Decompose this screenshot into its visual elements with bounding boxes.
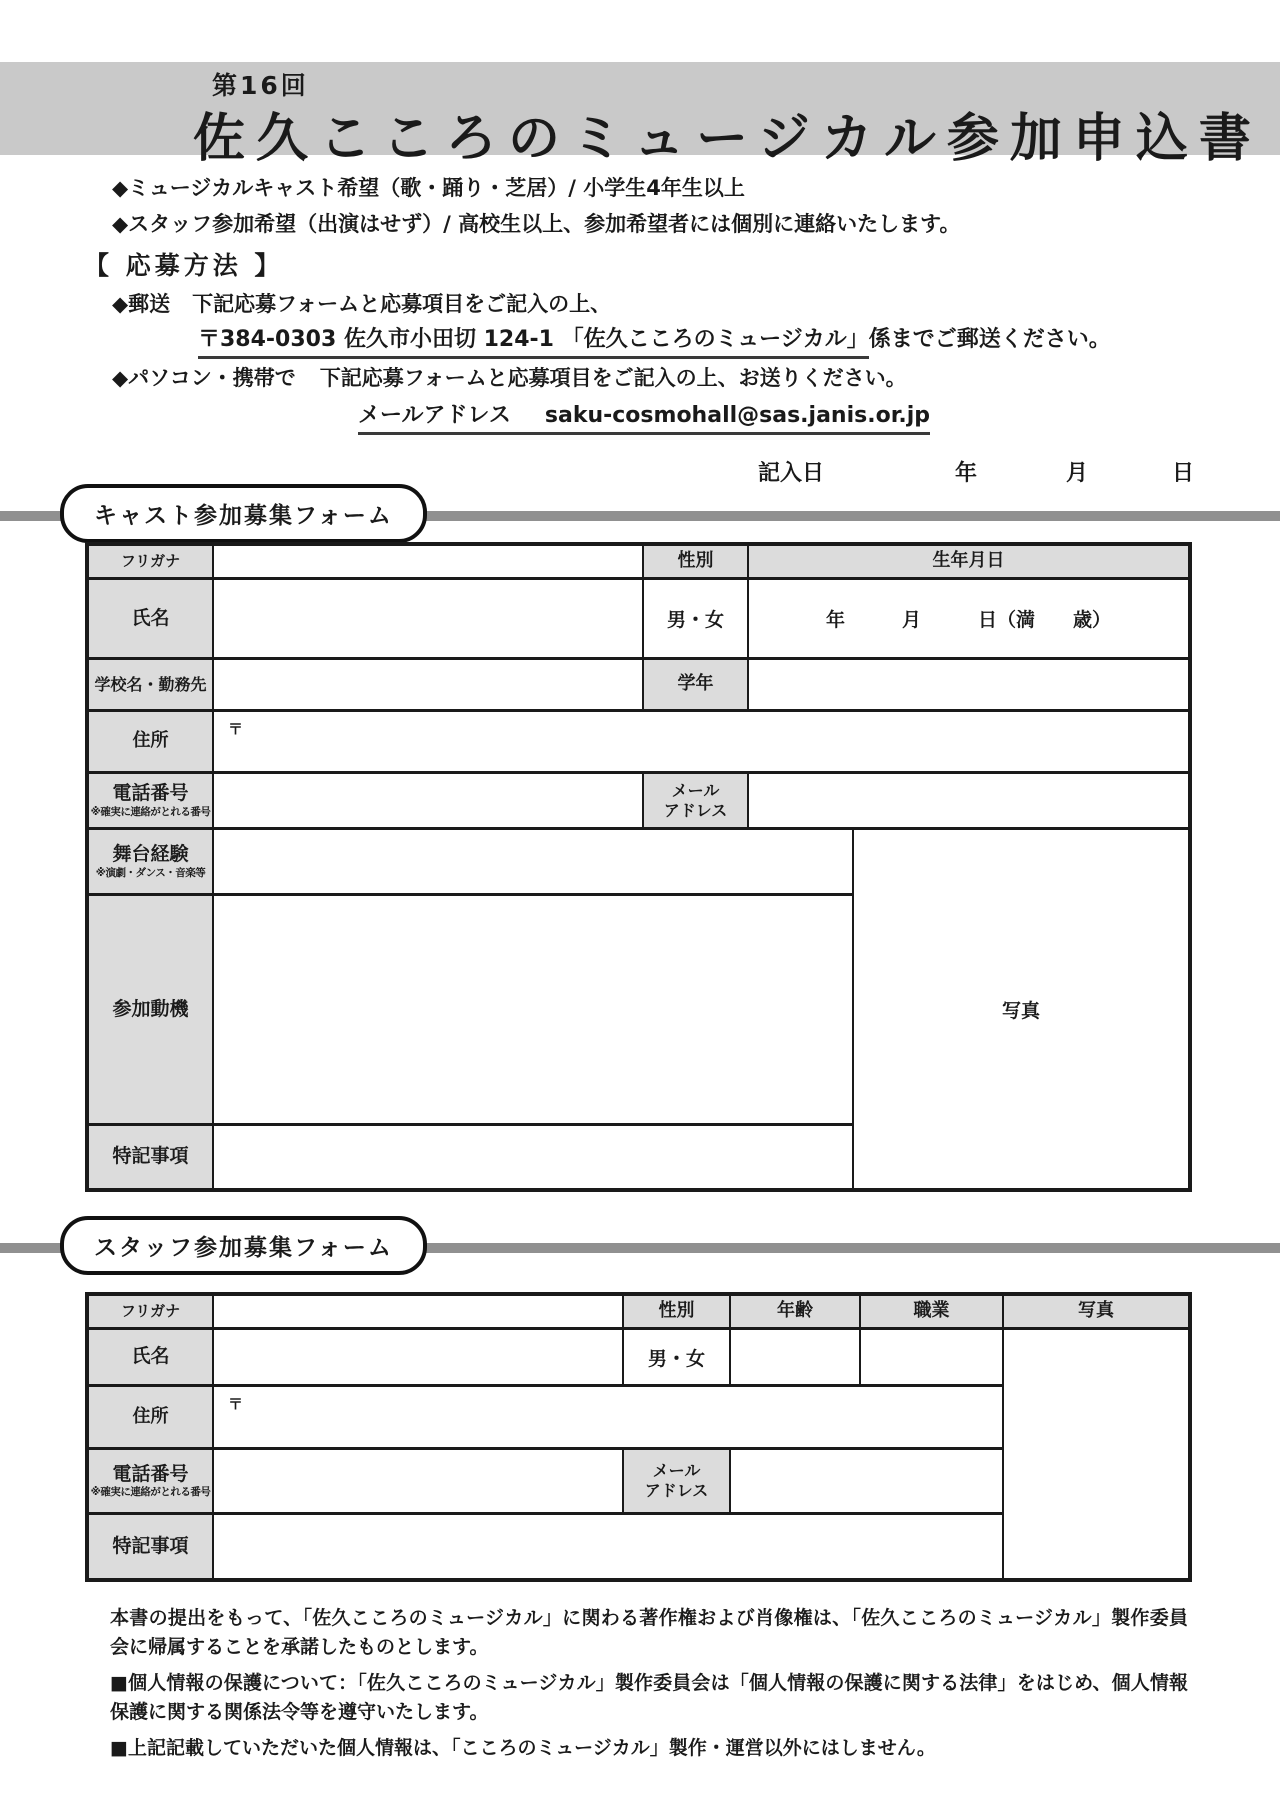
mail-address: 〒384-0303 佐久市小田切 124-1 「佐久こころのミュージカル」 xyxy=(198,322,869,359)
staff-address-input[interactable] xyxy=(214,1387,1004,1450)
email-address: saku-cosmohall@sas.janis.or.jp xyxy=(544,403,931,428)
staff-phone-label-text: 電話番号 xyxy=(112,1462,189,1485)
copyright-consent-text: 本書の提出をもって、「佐久こころのミュージカル」に関わる著作権および肖像権は、「佐久こころのミュージカル」製作委員会に帰属することを承諾したものとします。 xyxy=(110,1607,1188,1658)
staff-email-input[interactable] xyxy=(731,1450,1004,1515)
cast-form-table xyxy=(85,542,1192,1192)
fill-date-day: 日 xyxy=(1172,461,1195,486)
email-line xyxy=(358,398,930,435)
mail-address-line xyxy=(198,322,1111,359)
cast-address-input[interactable] xyxy=(214,712,1188,774)
footer-legal xyxy=(110,1604,1188,1770)
cast-email-input[interactable] xyxy=(749,774,1188,830)
staff-postal-mark: 〒 xyxy=(228,1395,244,1413)
cast-phone-label xyxy=(89,774,214,830)
fill-date-year: 年 xyxy=(955,461,978,486)
staff-name-label: 氏名 xyxy=(89,1330,214,1387)
email-underline-group xyxy=(358,398,930,435)
staff-address-label: 住所 xyxy=(89,1387,214,1450)
cast-address-label: 住所 xyxy=(89,712,214,774)
staff-photo-box[interactable] xyxy=(1004,1330,1188,1578)
cast-stage-experience-input[interactable] xyxy=(214,830,854,896)
staff-gender-label: 性別 xyxy=(624,1296,731,1330)
staff-furigana-input[interactable] xyxy=(214,1296,624,1330)
cast-phone-label-text: 電話番号 xyxy=(112,782,189,805)
pc-bullet: ◆パソコン・携帯で xyxy=(112,366,296,390)
staff-email-label xyxy=(624,1450,731,1515)
staff-age-input[interactable] xyxy=(731,1330,861,1387)
cast-gender-label: 性別 xyxy=(644,546,749,580)
cast-grade-label: 学年 xyxy=(644,660,749,712)
staff-phone-input[interactable] xyxy=(214,1450,624,1515)
cast-birthdate-input[interactable]: 年 月 日（満 歳） xyxy=(749,580,1188,660)
email-label: メールアドレス xyxy=(358,403,511,428)
cast-form-title: キャスト参加募集フォーム xyxy=(60,484,427,543)
cast-phone-note: ※確実に連絡がとれる番号 xyxy=(90,805,211,818)
cast-stage-note: ※演劇・ダンス・音楽等 xyxy=(95,866,206,879)
staff-occupation-label: 職業 xyxy=(861,1296,1004,1330)
mail-bullet: ◆郵送 xyxy=(112,292,171,316)
staff-name-input[interactable] xyxy=(214,1330,624,1387)
cast-birthdate-label: 生年月日 xyxy=(749,546,1188,580)
staff-eligibility-note: ◆スタッフ参加希望（出演はせず）/ 高校生以上、参加希望者には個別に連絡いたします。 xyxy=(112,212,961,236)
cast-phone-input[interactable] xyxy=(214,774,644,830)
cast-school-label: 学校名・勤務先 xyxy=(89,660,214,712)
cast-eligibility-note: ◆ミュージカルキャスト希望（歌・踊り・芝居）/ 小学生4年生以上 xyxy=(112,176,745,200)
staff-email-label-line2: アドレス xyxy=(644,1481,709,1500)
cast-gender-choice[interactable]: 男・女 xyxy=(644,580,749,660)
cast-email-label xyxy=(644,774,749,830)
staff-furigana-label: フリガナ xyxy=(89,1296,214,1330)
mail-instruction-line xyxy=(112,288,611,318)
privacy-use-text: ■上記記載していただいた個人情報は、「こころのミュージカル」製作・運営以外にはしません。 xyxy=(110,1737,936,1759)
staff-phone-note: ※確実に連絡がとれる番号 xyxy=(90,1486,211,1499)
staff-email-label-line1: メール xyxy=(652,1461,701,1480)
pc-instruction-line xyxy=(112,362,907,392)
privacy-policy-text: ■個人情報の保護について：「佐久こころのミュージカル」製作委員会は「個人情報の保護に関する法律」をはじめ、個人情報保護に関する関係法令等を遵守いたします。 xyxy=(110,1672,1188,1723)
cast-furigana-input[interactable] xyxy=(214,546,644,580)
staff-form-table xyxy=(85,1292,1192,1582)
cast-postal-mark: 〒 xyxy=(228,720,244,738)
fill-date-month: 月 xyxy=(1066,461,1089,486)
staff-gender-choice[interactable]: 男・女 xyxy=(624,1330,731,1387)
cast-name-label: 氏名 xyxy=(89,580,214,660)
page-title: 佐久こころのミュージカル参加申込書 xyxy=(193,109,1262,169)
cast-motivation-label: 参加動機 xyxy=(89,896,214,1126)
staff-phone-label xyxy=(89,1450,214,1515)
cast-stage-label-text: 舞台経験 xyxy=(112,843,189,866)
staff-notes-input[interactable] xyxy=(214,1515,1004,1578)
staff-notes-label: 特記事項 xyxy=(89,1515,214,1578)
cast-grade-input[interactable] xyxy=(749,660,1188,712)
mail-address-suffix: 係までご郵送ください。 xyxy=(868,327,1111,352)
cast-school-input[interactable] xyxy=(214,660,644,712)
cast-notes-input[interactable] xyxy=(214,1126,854,1188)
how-to-apply-heading: 【 応募方法 】 xyxy=(84,251,284,280)
cast-furigana-label: フリガナ xyxy=(89,546,214,580)
pc-instruction-text: 下記応募フォームと応募項目をご記入の上、お送りください。 xyxy=(319,366,907,390)
staff-occupation-input[interactable] xyxy=(861,1330,1004,1387)
cast-email-label-line2: アドレス xyxy=(663,800,728,820)
staff-age-label: 年齢 xyxy=(731,1296,861,1330)
cast-motivation-input[interactable] xyxy=(214,896,854,1126)
cast-stage-experience-label xyxy=(89,830,214,896)
staff-form-title: スタッフ参加募集フォーム xyxy=(60,1216,427,1275)
cast-name-input[interactable] xyxy=(214,580,644,660)
staff-photo-label: 写真 xyxy=(1004,1296,1188,1330)
edition-label: 第16回 xyxy=(212,71,309,100)
cast-email-label-line1: メール xyxy=(671,780,720,800)
cast-notes-label: 特記事項 xyxy=(89,1126,214,1188)
fill-date-label: 記入日 xyxy=(758,461,825,486)
mail-instruction-text: 下記応募フォームと応募項目をご記入の上、 xyxy=(192,292,612,316)
cast-photo-box[interactable]: 写真 xyxy=(854,830,1188,1188)
